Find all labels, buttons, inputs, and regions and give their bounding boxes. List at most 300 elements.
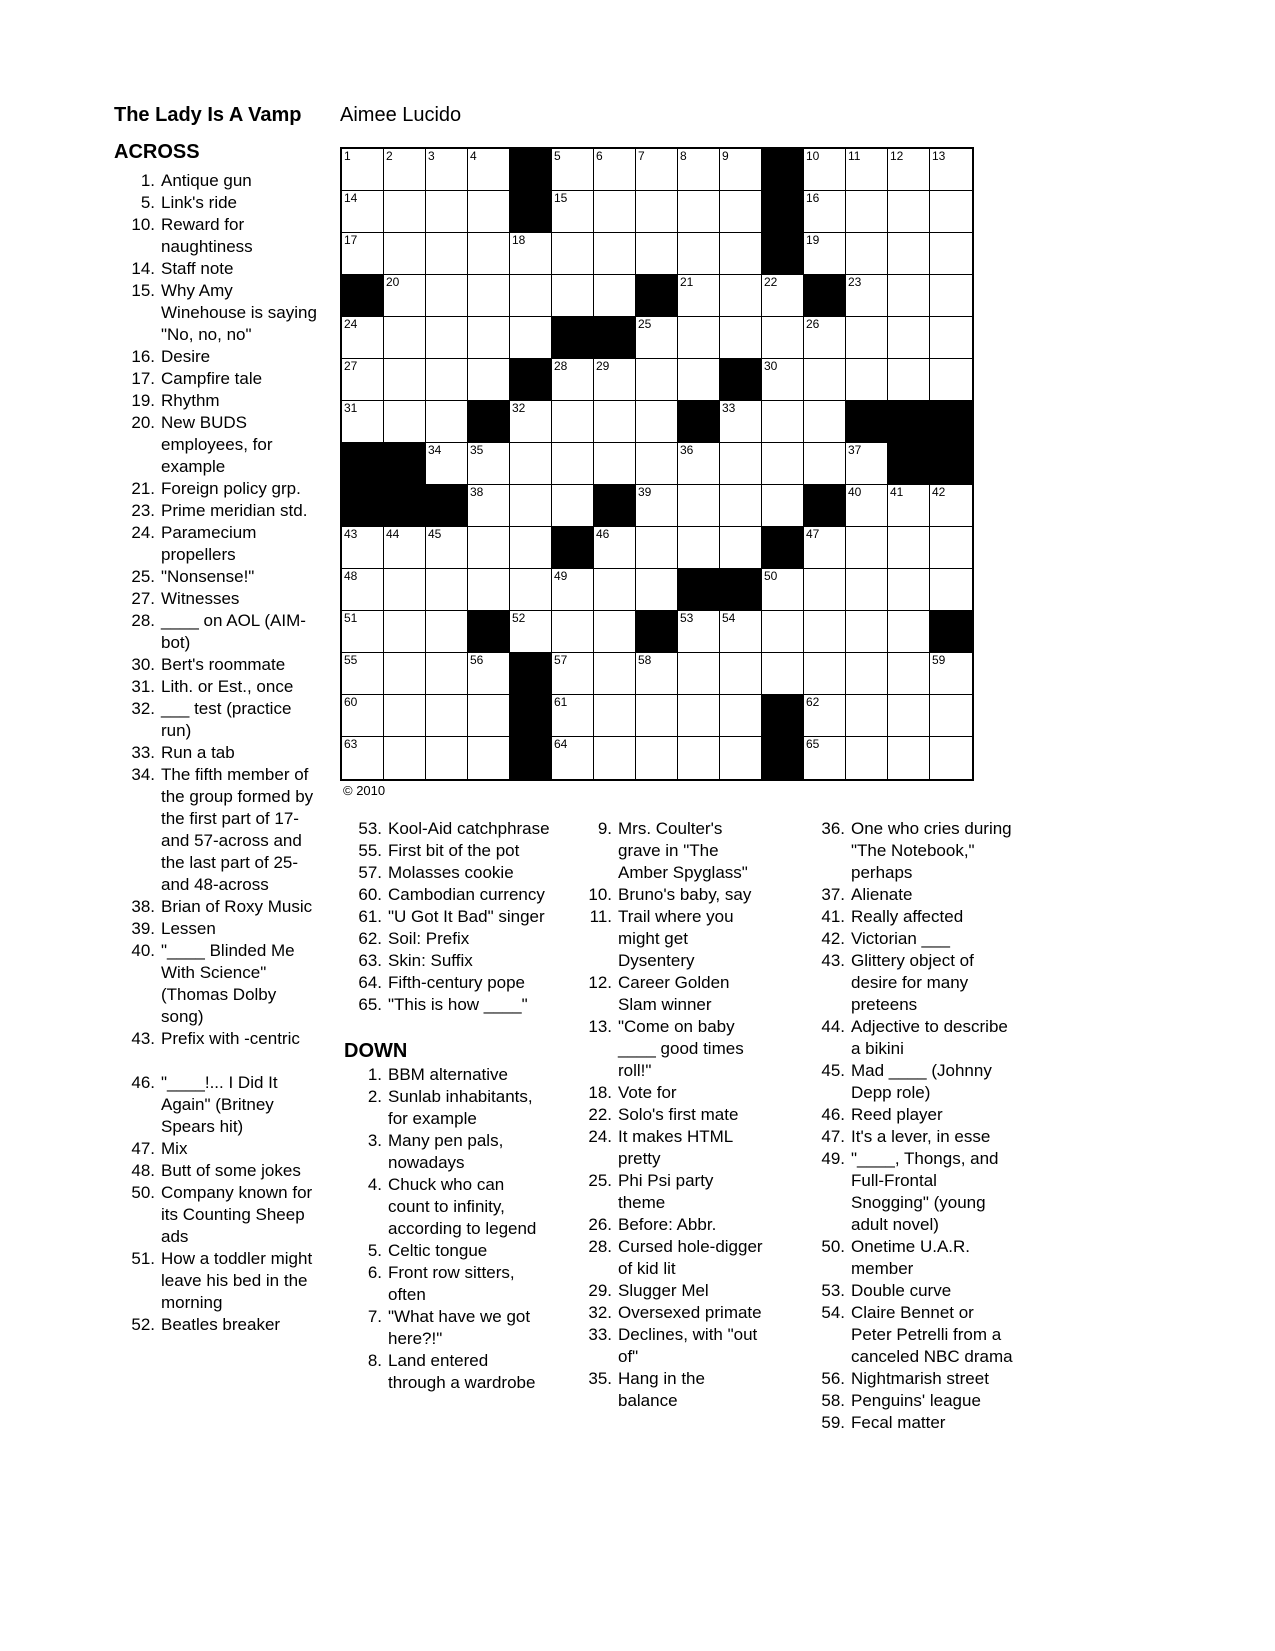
grid-cell[interactable] — [594, 653, 636, 695]
grid-cell[interactable] — [552, 485, 594, 527]
grid-cell[interactable] — [888, 359, 930, 401]
grid-cell[interactable] — [636, 191, 678, 233]
cell-number: 28 — [554, 359, 568, 373]
clue-number: 45. — [821, 1061, 845, 1080]
grid-cell[interactable] — [678, 191, 720, 233]
clue-text: Reed player — [851, 1105, 943, 1124]
grid-cell[interactable] — [678, 443, 720, 485]
grid-cell[interactable] — [594, 737, 636, 779]
grid-cell[interactable] — [468, 149, 510, 191]
grid-cell[interactable] — [426, 401, 468, 443]
grid-cell[interactable] — [720, 149, 762, 191]
grid-cell[interactable] — [888, 275, 930, 317]
clue-number: 54. — [821, 1303, 845, 1322]
clue-number: 25. — [588, 1171, 612, 1190]
grid-cell[interactable] — [594, 359, 636, 401]
grid-cell[interactable] — [720, 317, 762, 359]
clue-item — [566, 1016, 784, 1082]
grid-cell[interactable] — [510, 233, 552, 275]
crossword-grid — [340, 147, 974, 781]
clue-number: 61. — [358, 907, 382, 926]
grid-cell[interactable] — [762, 485, 804, 527]
grid-cell[interactable] — [762, 359, 804, 401]
clue-item — [336, 928, 558, 950]
cell-number: 7 — [638, 149, 645, 163]
clue-number: 1. — [367, 1065, 382, 1084]
grid-cell[interactable] — [594, 233, 636, 275]
grid-cell[interactable] — [888, 695, 930, 737]
grid-cell[interactable] — [930, 485, 972, 527]
clue-text: Mix — [161, 1139, 188, 1158]
grid-cell[interactable] — [468, 233, 510, 275]
grid-cell-black — [510, 695, 552, 737]
clue-text: Soil: Prefix — [388, 929, 470, 948]
grid-cell[interactable] — [594, 443, 636, 485]
grid-cell[interactable] — [720, 653, 762, 695]
down-header: DOWN — [344, 1040, 408, 1062]
grid-cell[interactable] — [846, 359, 888, 401]
grid-cell[interactable] — [468, 695, 510, 737]
grid-cell[interactable] — [930, 527, 972, 569]
grid-cell[interactable] — [846, 527, 888, 569]
clue-number: 9. — [597, 819, 612, 838]
cell-number: 65 — [806, 737, 820, 751]
grid-cell-black — [762, 695, 804, 737]
clue-number: 46. — [821, 1105, 845, 1124]
clue-number: 4. — [367, 1175, 382, 1194]
grid-cell[interactable] — [678, 233, 720, 275]
grid-cell[interactable] — [804, 317, 846, 359]
grid-cell[interactable] — [804, 695, 846, 737]
grid-cell-black — [720, 359, 762, 401]
clue-item — [566, 1368, 784, 1412]
clue-item — [799, 1148, 1019, 1236]
grid-cell[interactable] — [468, 275, 510, 317]
clue-item — [109, 1028, 325, 1050]
grid-cell[interactable] — [846, 191, 888, 233]
grid-cell[interactable] — [384, 191, 426, 233]
grid-cell[interactable] — [384, 653, 426, 695]
cell-number: 47 — [806, 527, 820, 541]
grid-cell[interactable] — [804, 611, 846, 653]
grid-cell[interactable] — [468, 653, 510, 695]
grid-cell[interactable] — [468, 359, 510, 401]
grid-cell[interactable] — [384, 695, 426, 737]
cell-number: 50 — [764, 569, 778, 583]
clue-item — [566, 884, 784, 906]
clue-text: Bruno's baby, say — [618, 885, 752, 904]
grid-cell[interactable] — [426, 359, 468, 401]
clue-number: 27. — [131, 589, 155, 608]
cell-number: 54 — [722, 611, 736, 625]
grid-cell[interactable] — [468, 737, 510, 779]
grid-cell[interactable] — [678, 527, 720, 569]
grid-cell[interactable] — [930, 653, 972, 695]
clue-item — [799, 1412, 1019, 1434]
grid-cell[interactable] — [594, 527, 636, 569]
grid-cell[interactable] — [552, 569, 594, 611]
grid-cell[interactable] — [930, 149, 972, 191]
clue-text: Molasses cookie — [388, 863, 514, 882]
clue-text: The fifth member of the group formed by the first part of 17- and 57-across and the last part of 25- and 48-across — [161, 765, 314, 894]
grid-cell[interactable] — [720, 527, 762, 569]
clue-text: "____, Thongs, and Full-Frontal Snogging" (young adult novel) — [851, 1149, 999, 1234]
cell-number: 38 — [470, 485, 484, 499]
cell-number: 10 — [806, 149, 820, 163]
cell-number: 36 — [680, 443, 694, 457]
grid-cell[interactable] — [678, 275, 720, 317]
grid-cell[interactable] — [426, 191, 468, 233]
grid-cell[interactable] — [552, 611, 594, 653]
grid-cell[interactable] — [468, 569, 510, 611]
grid-cell[interactable] — [342, 401, 384, 443]
grid-cell[interactable] — [594, 611, 636, 653]
grid-cell[interactable] — [888, 527, 930, 569]
grid-cell[interactable] — [636, 401, 678, 443]
cell-number: 62 — [806, 695, 820, 709]
clue-text: Nightmarish street — [851, 1369, 989, 1388]
clue-text: Front row sitters, often — [388, 1263, 515, 1304]
clue-text: Bert's roommate — [161, 655, 286, 674]
cell-number: 31 — [344, 401, 358, 415]
clue-item — [799, 818, 1019, 884]
grid-cell[interactable] — [888, 653, 930, 695]
grid-cell[interactable] — [636, 695, 678, 737]
clue-item — [109, 940, 325, 1028]
grid-cell[interactable] — [426, 737, 468, 779]
grid-cell[interactable] — [846, 149, 888, 191]
grid-cell[interactable] — [342, 359, 384, 401]
grid-cell[interactable] — [930, 317, 972, 359]
grid-cell[interactable] — [552, 149, 594, 191]
grid-cell[interactable] — [510, 527, 552, 569]
cell-number: 43 — [344, 527, 358, 541]
cell-number: 9 — [722, 149, 729, 163]
grid-cell[interactable] — [552, 401, 594, 443]
grid-cell[interactable] — [342, 527, 384, 569]
grid-cell[interactable] — [552, 233, 594, 275]
grid-cell[interactable] — [342, 653, 384, 695]
grid-cell[interactable] — [342, 233, 384, 275]
grid-cell-black — [804, 485, 846, 527]
clue-number: 59. — [821, 1413, 845, 1432]
grid-cell[interactable] — [426, 611, 468, 653]
grid-cell[interactable] — [846, 317, 888, 359]
cell-number: 6 — [596, 149, 603, 163]
grid-cell[interactable] — [636, 317, 678, 359]
grid-cell[interactable] — [888, 611, 930, 653]
grid-cell[interactable] — [888, 485, 930, 527]
grid-cell[interactable] — [510, 569, 552, 611]
grid-cell[interactable] — [720, 191, 762, 233]
grid-cell[interactable] — [342, 569, 384, 611]
grid-cell[interactable] — [552, 737, 594, 779]
clue-number: 33. — [588, 1325, 612, 1344]
grid-cell[interactable] — [762, 401, 804, 443]
grid-cell[interactable] — [636, 737, 678, 779]
clue-text: Cambodian currency — [388, 885, 545, 904]
clue-item — [109, 214, 325, 258]
grid-cell[interactable] — [342, 317, 384, 359]
grid-cell-black — [342, 485, 384, 527]
grid-cell[interactable] — [426, 275, 468, 317]
grid-cell[interactable] — [720, 233, 762, 275]
grid-cell[interactable] — [594, 149, 636, 191]
grid-cell-black — [930, 443, 972, 485]
grid-cell[interactable] — [468, 317, 510, 359]
grid-cell[interactable] — [636, 233, 678, 275]
grid-cell[interactable] — [804, 569, 846, 611]
grid-cell[interactable] — [594, 191, 636, 233]
grid-cell[interactable] — [426, 149, 468, 191]
grid-cell[interactable] — [930, 191, 972, 233]
clue-text: Hang in the balance — [618, 1369, 705, 1410]
grid-cell[interactable] — [384, 317, 426, 359]
grid-cell[interactable] — [888, 191, 930, 233]
clue-text: Foreign policy grp. — [161, 479, 301, 498]
grid-cell[interactable] — [342, 737, 384, 779]
clue-number: 50. — [131, 1183, 155, 1202]
clue-item — [109, 368, 325, 390]
grid-cell[interactable] — [846, 737, 888, 779]
clue-text: "U Got It Bad" singer — [388, 907, 545, 926]
clue-text: Declines, with "out of" — [618, 1325, 758, 1366]
grid-cell[interactable] — [762, 443, 804, 485]
grid-cell[interactable] — [762, 653, 804, 695]
clue-item — [799, 1104, 1019, 1126]
grid-cell-black — [510, 737, 552, 779]
grid-cell[interactable] — [426, 527, 468, 569]
grid-cell[interactable] — [762, 611, 804, 653]
grid-cell-black — [888, 401, 930, 443]
grid-cell[interactable] — [426, 233, 468, 275]
grid-cell[interactable] — [846, 653, 888, 695]
grid-cell[interactable] — [636, 527, 678, 569]
clue-item — [799, 1016, 1019, 1060]
cell-number: 35 — [470, 443, 484, 457]
clue-item — [109, 742, 325, 764]
clue-text: One who cries during "The Notebook," perhaps — [851, 819, 1012, 882]
grid-cell[interactable] — [426, 317, 468, 359]
grid-cell[interactable] — [804, 149, 846, 191]
cell-number: 5 — [554, 149, 561, 163]
grid-cell[interactable] — [426, 569, 468, 611]
grid-cell[interactable] — [594, 275, 636, 317]
grid-cell[interactable] — [846, 695, 888, 737]
clue-number: 60. — [358, 885, 382, 904]
cell-number: 4 — [470, 149, 477, 163]
clue-text: Antique gun — [161, 171, 252, 190]
grid-cell[interactable] — [846, 233, 888, 275]
clue-text: First bit of the pot — [388, 841, 520, 860]
grid-cell[interactable] — [930, 695, 972, 737]
grid-cell[interactable] — [552, 653, 594, 695]
grid-cell[interactable] — [426, 653, 468, 695]
clue-text: Chuck who can count to infinity, according to legend — [388, 1175, 537, 1238]
cell-number: 19 — [806, 233, 820, 247]
grid-cell-black — [636, 611, 678, 653]
clue-text: Slugger Mel — [618, 1281, 709, 1300]
clue-item — [336, 1086, 558, 1130]
grid-cell[interactable] — [678, 695, 720, 737]
grid-cell[interactable] — [384, 527, 426, 569]
grid-cell[interactable] — [552, 695, 594, 737]
grid-cell[interactable] — [636, 485, 678, 527]
clue-text: Oversexed primate — [618, 1303, 762, 1322]
grid-cell-black — [510, 359, 552, 401]
grid-cell[interactable] — [342, 611, 384, 653]
grid-cell[interactable] — [510, 611, 552, 653]
grid-cell[interactable] — [804, 233, 846, 275]
grid-cell[interactable] — [510, 275, 552, 317]
grid-cell[interactable] — [804, 653, 846, 695]
grid-cell[interactable] — [468, 191, 510, 233]
grid-cell[interactable] — [762, 317, 804, 359]
clue-text: Kool-Aid catchphrase — [388, 819, 550, 838]
clue-item — [109, 764, 325, 896]
cell-number: 39 — [638, 485, 652, 499]
grid-cell[interactable] — [384, 611, 426, 653]
grid-cell[interactable] — [678, 317, 720, 359]
grid-cell[interactable] — [468, 443, 510, 485]
grid-cell[interactable] — [930, 359, 972, 401]
clue-number: 53. — [821, 1281, 845, 1300]
cell-number: 14 — [344, 191, 358, 205]
clue-text: Company known for its Counting Sheep ads — [161, 1183, 313, 1246]
grid-cell[interactable] — [846, 443, 888, 485]
grid-cell[interactable] — [594, 569, 636, 611]
grid-cell[interactable] — [678, 653, 720, 695]
grid-cell[interactable] — [888, 149, 930, 191]
grid-cell[interactable] — [636, 569, 678, 611]
grid-cell[interactable] — [510, 443, 552, 485]
grid-cell[interactable] — [804, 527, 846, 569]
clue-number: 49. — [821, 1149, 845, 1168]
grid-cell[interactable] — [552, 191, 594, 233]
grid-cell[interactable] — [804, 359, 846, 401]
grid-cell[interactable] — [342, 149, 384, 191]
grid-cell-black — [636, 275, 678, 317]
clue-text: It's a lever, in esse — [851, 1127, 991, 1146]
clue-number: 28. — [588, 1237, 612, 1256]
grid-cell[interactable] — [384, 569, 426, 611]
clue-item — [336, 1306, 558, 1350]
grid-cell[interactable] — [846, 485, 888, 527]
clue-number: 19. — [131, 391, 155, 410]
grid-cell[interactable] — [720, 695, 762, 737]
clue-item — [799, 1236, 1019, 1280]
grid-cell-black — [762, 191, 804, 233]
grid-cell[interactable] — [762, 275, 804, 317]
clue-text: Fecal matter — [851, 1413, 946, 1432]
grid-cell[interactable] — [888, 569, 930, 611]
grid-cell[interactable] — [678, 485, 720, 527]
grid-cell[interactable] — [510, 317, 552, 359]
grid-cell[interactable] — [384, 401, 426, 443]
grid-cell[interactable] — [930, 569, 972, 611]
grid-cell[interactable] — [468, 527, 510, 569]
grid-cell[interactable] — [804, 737, 846, 779]
grid-cell[interactable] — [384, 359, 426, 401]
clue-text: ____ on AOL (AIM-bot) — [161, 611, 306, 652]
down-clues-column-3 — [566, 818, 784, 1412]
grid-cell[interactable] — [510, 485, 552, 527]
grid-cell[interactable] — [804, 401, 846, 443]
grid-cell[interactable] — [552, 443, 594, 485]
grid-cell-black — [930, 401, 972, 443]
grid-cell[interactable] — [888, 737, 930, 779]
grid-cell[interactable] — [846, 569, 888, 611]
grid-cell[interactable] — [720, 275, 762, 317]
copyright-notice: © 2010 — [343, 783, 386, 798]
grid-cell[interactable] — [804, 443, 846, 485]
grid-cell[interactable] — [846, 275, 888, 317]
grid-cell[interactable] — [720, 401, 762, 443]
cell-number: 34 — [428, 443, 442, 457]
grid-cell[interactable] — [384, 149, 426, 191]
grid-cell[interactable] — [636, 653, 678, 695]
grid-cell[interactable] — [552, 359, 594, 401]
grid-cell[interactable] — [678, 149, 720, 191]
clue-text: BBM alternative — [388, 1065, 508, 1084]
clue-number: 26. — [588, 1215, 612, 1234]
clue-text: Lith. or Est., once — [161, 677, 294, 696]
grid-cell[interactable] — [510, 401, 552, 443]
cell-number: 57 — [554, 653, 568, 667]
clue-item — [109, 346, 325, 368]
grid-cell[interactable] — [930, 275, 972, 317]
clue-item — [336, 840, 558, 862]
clue-item — [336, 1262, 558, 1306]
grid-cell[interactable] — [342, 695, 384, 737]
clue-item — [799, 950, 1019, 1016]
grid-cell[interactable] — [426, 695, 468, 737]
grid-cell[interactable] — [762, 569, 804, 611]
grid-cell[interactable] — [846, 611, 888, 653]
grid-cell[interactable] — [678, 737, 720, 779]
clue-number: 10. — [131, 215, 155, 234]
grid-cell[interactable] — [888, 317, 930, 359]
grid-cell[interactable] — [342, 191, 384, 233]
grid-cell[interactable] — [720, 485, 762, 527]
grid-cell[interactable] — [930, 737, 972, 779]
grid-cell[interactable] — [384, 233, 426, 275]
grid-cell-black — [468, 401, 510, 443]
grid-cell[interactable] — [426, 443, 468, 485]
grid-cell[interactable] — [804, 191, 846, 233]
grid-cell[interactable] — [636, 149, 678, 191]
grid-cell[interactable] — [720, 611, 762, 653]
grid-cell[interactable] — [720, 737, 762, 779]
grid-cell[interactable] — [384, 275, 426, 317]
grid-cell[interactable] — [636, 443, 678, 485]
grid-cell[interactable] — [888, 233, 930, 275]
grid-cell[interactable] — [678, 359, 720, 401]
grid-cell[interactable] — [384, 737, 426, 779]
clue-text: Witnesses — [161, 589, 240, 608]
grid-cell[interactable] — [678, 611, 720, 653]
grid-cell[interactable] — [720, 443, 762, 485]
grid-cell[interactable] — [594, 695, 636, 737]
clue-item — [799, 1280, 1019, 1302]
clue-text: "This is how ____" — [388, 995, 528, 1014]
grid-cell[interactable] — [636, 359, 678, 401]
grid-cell[interactable] — [468, 485, 510, 527]
grid-cell[interactable] — [552, 275, 594, 317]
grid-cell[interactable] — [930, 233, 972, 275]
grid-cell[interactable] — [594, 401, 636, 443]
cell-number: 37 — [848, 443, 862, 457]
